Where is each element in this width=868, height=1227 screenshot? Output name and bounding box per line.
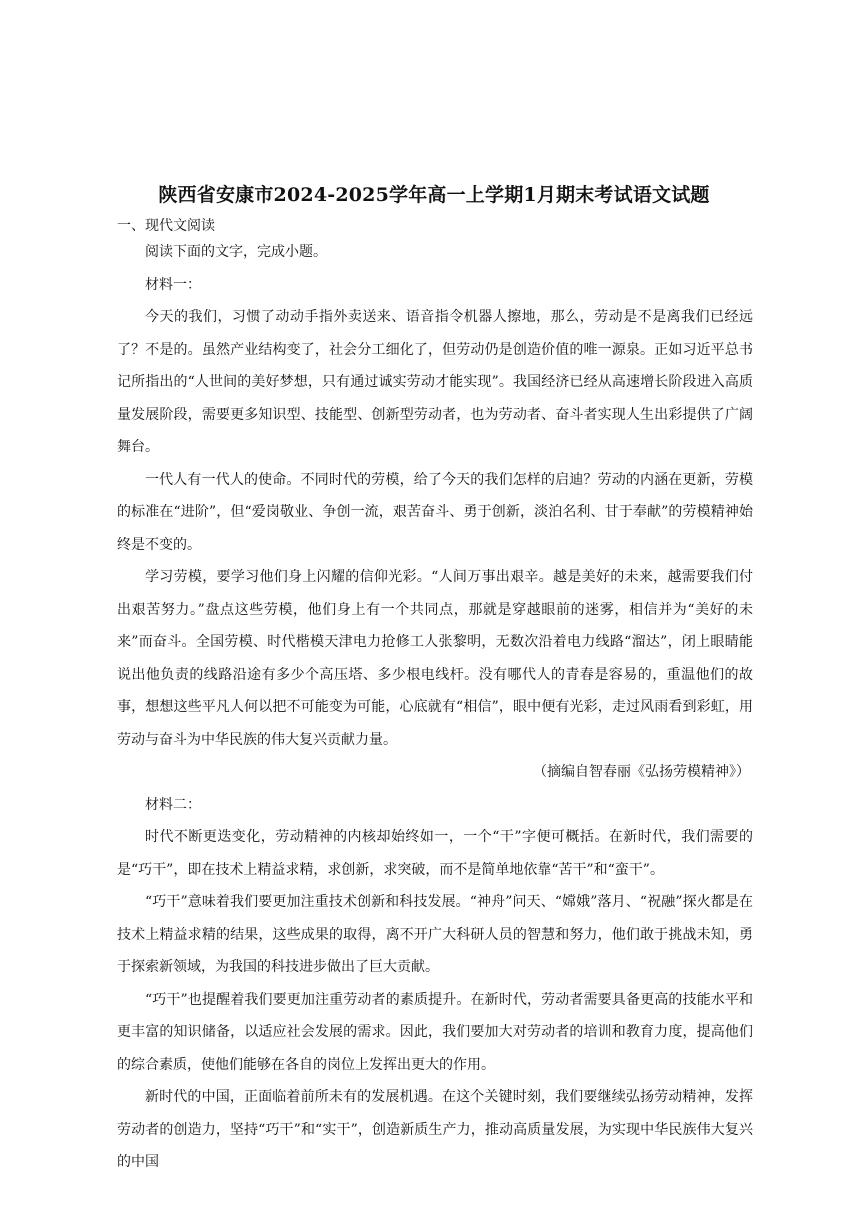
paragraph: 新时代的中国，正面临着前所未有的发展机遇。在这个关键时刻，我们要继续弘扬劳动精神，发挥劳动者的创造力，坚持“巧干”和“实干”，创造新质生产力，推动高质量发展，为实现中华民族伟大复兴的中国 bbox=[117, 1089, 753, 1170]
paragraph: 一代人有一代人的使命。不同时代的劳模，给了今天的我们怎样的启迪？劳动的内涵在更新，劳模的标准在“进阶”，但“爱岗敬业、争创一流，艰苦奋斗、勇于创新，淡泊名利、甘于奉献”的劳模精神始终是不变的。 bbox=[117, 471, 753, 553]
paragraph: “巧干”意味着我们要更加注重技术创新和科技发展。“神舟”问天、“嫦娥”落月、“祝融”探火都是在技术上精益求精的结果，这些成果的取得，离不开广大科研人员的智慧和努力，他们敢于挑战未知，勇于探索新领域，为我国的科技进步做出了巨大贡献。 bbox=[117, 894, 753, 975]
document-body bbox=[117, 236, 753, 1179]
paragraph: “巧干”也提醒着我们要更加注重劳动者的素质提升。在新时代，劳动者需要具备更高的技能水平和更丰富的知识储备，以适应社会发展的需求。因此，我们要加大对劳动者的培训和教育力度，提高他们的综合素质，使他们能够在各自的岗位上发挥出更大的作用。 bbox=[117, 991, 753, 1073]
section-heading: 一、现代文阅读 bbox=[117, 218, 215, 234]
paragraph: 学习劳模，要学习他们身上闪耀的信仰光彩。“人间万事出艰辛。越是美好的未来，越需要我们付出艰苦努力。”盘点这些劳模，他们身上有一个共同点，那就是穿越眼前的迷雾，相信并为“美好的未来”而奋斗。全国劳模、时代楷模天津电力抢修工人张黎明，无数次沿着电力线路“溜达”，闭上眼睛能说出他负责的线路沿途有多少个高压塔、多少根电线杆。没有哪代人的青春是容易的，重温他们的故事，想想这些平凡人何以把不可能变为可能，心底就有“相信”，眼中便有光彩，走过风雨看到彩虹，用劳动与奋斗为中华民族的伟大复兴贡献力量。 bbox=[117, 569, 753, 748]
document-title: 陕西省安康市2024-2025学年高一上学期1月期末考试语文试题 bbox=[158, 184, 710, 206]
instruction-text: 阅读下面的文字，完成小题。 bbox=[145, 244, 327, 260]
material-label: 材料二： bbox=[145, 796, 201, 813]
paragraph: 今天的我们，习惯了动动手指外卖送来、语音指令机器人擦地，那么，劳动是不是离我们已经远了？不是的。虽然产业结构变了，社会分工细化了，但劳动仍是创造价值的唯一源泉。正如习近平总书记所指出的“人世间的美好梦想，只有通过诚实劳动才能实现”。我国经济已经从高速增长阶段进入高质量发展阶段，需要更多知识型、技能型、创新型劳动者，也为劳动者、奋斗者实现人生出彩提供了广阔舞台。 bbox=[117, 309, 753, 455]
paragraph: 时代不断更迭变化，劳动精神的内核却始终如一，一个“干”字便可概括。在新时代，我们需要的是“巧干”，即在技术上精益求精，求创新，求突破，而不是简单地依靠“苦干”和“蛮干”。 bbox=[117, 829, 753, 878]
source-citation: （摘编自智春丽《弘扬劳模精神》） bbox=[533, 764, 750, 780]
material-label: 材料一： bbox=[145, 276, 201, 293]
